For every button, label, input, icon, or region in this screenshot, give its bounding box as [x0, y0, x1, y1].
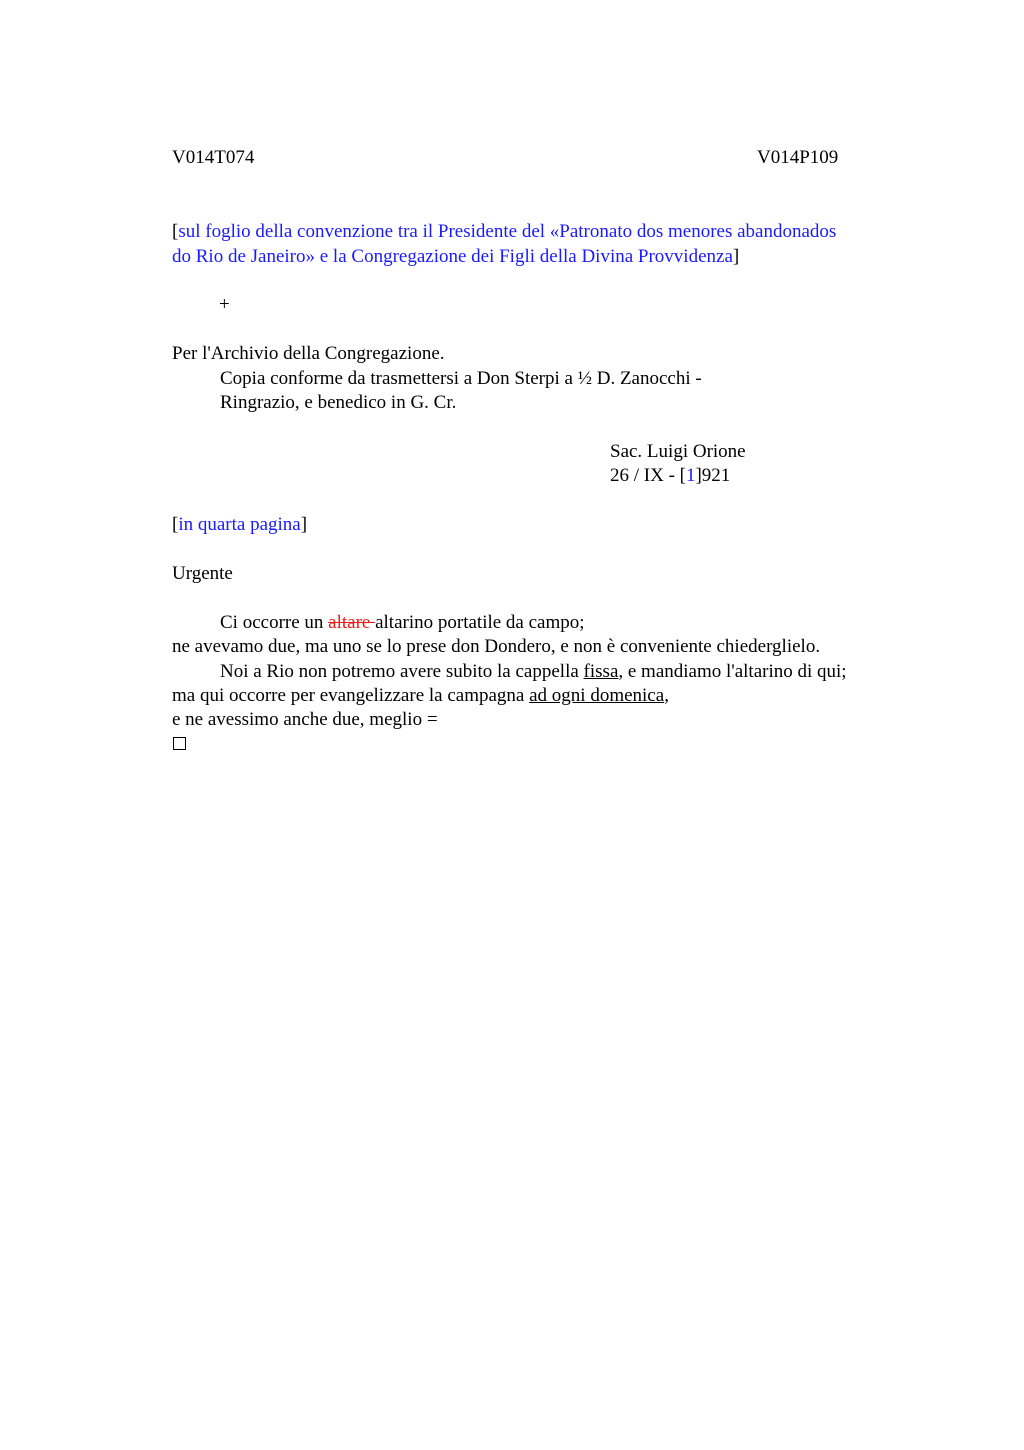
bracket-close: ]	[732, 246, 740, 267]
body-line: Copia conforme da trasmettersi a Don Sterpi a ½ D. Zanocchi -	[220, 368, 702, 389]
text: ma qui occorre per evangelizzare la campagna	[172, 685, 530, 706]
bracket-open: [	[172, 221, 179, 242]
body-line	[220, 660, 847, 684]
text: , e mandiamo l'altarino di qui;	[618, 661, 847, 682]
body-line: e ne avessimo anche due, meglio =	[172, 709, 438, 730]
bracket-close: ]	[300, 514, 308, 535]
body-line	[220, 611, 585, 635]
signature-name: Sac. Luigi Orione	[610, 441, 746, 462]
body-line	[172, 684, 669, 708]
editorial-note-line-2	[172, 245, 739, 269]
underlined-text: fissa	[583, 661, 619, 682]
body-line: ne avevamo due, ma uno se lo prese don Dondero, e non è conveniente chiederglielo.	[172, 636, 821, 657]
text: ,	[664, 685, 669, 706]
date-prefix: 26 / IX - [	[610, 465, 686, 486]
deleted-text: altare	[328, 612, 376, 633]
editorial-text: do Rio de Janeiro» e la Congregazione dei Figli della Divina Provvidenza	[172, 246, 733, 267]
editorial-text: in quarta pagina	[178, 514, 301, 535]
underlined-text: ad ogni domenica	[529, 685, 665, 706]
document-code-right: V014P109	[757, 147, 839, 168]
cross-symbol: +	[219, 294, 230, 315]
date-suffix: ]921	[695, 465, 731, 486]
body-line: Per l'Archivio della Congregazione.	[172, 343, 445, 364]
text: altarino portatile da campo;	[375, 612, 585, 633]
bracket-open: [	[172, 514, 179, 535]
square-box-icon	[173, 737, 186, 750]
document-code-left: V014T074	[172, 147, 255, 168]
text: Noi a Rio non potremo avere subito la cappella	[220, 661, 584, 682]
editorial-note-line-1	[172, 220, 836, 244]
body-line: Ringrazio, e benedico in G. Cr.	[220, 392, 457, 413]
signature-date	[610, 464, 730, 488]
editorial-text: sul foglio della convenzione tra il Presidente del «Patronato dos menores abandonados	[178, 221, 837, 242]
text: Ci occorre un	[220, 612, 329, 633]
date-editorial-insert: 1	[685, 465, 696, 486]
urgent-label: Urgente	[172, 563, 233, 584]
editorial-note-page	[172, 513, 307, 537]
